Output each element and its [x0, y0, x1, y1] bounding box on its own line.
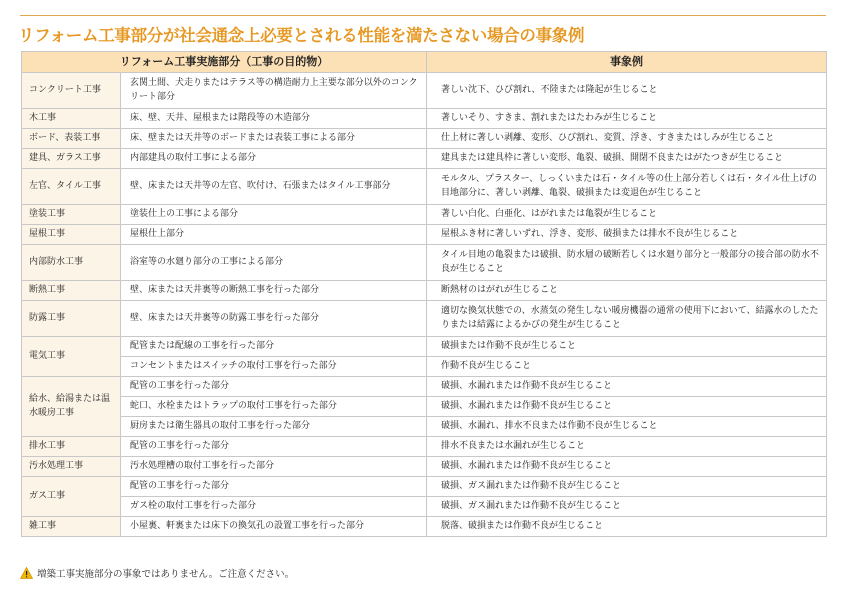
work-part-cell: 玄関土間、犬走りまたはテラス等の構造耐力上主要な部分以外のコンクリート部分 [121, 73, 427, 109]
header-example: 事象例 [427, 52, 827, 73]
header-part: リフォーム工事実施部分（工事の目的物） [22, 52, 427, 73]
category-cell: 建具、ガラス工事 [22, 149, 121, 169]
category-cell: 木工事 [22, 109, 121, 129]
example-cell: 屋根ふき材に著しいずれ、浮き、変形、破損または排水不良が生じること [427, 225, 827, 245]
table-body [22, 73, 827, 537]
table-header-row [22, 52, 827, 73]
table-row [22, 337, 827, 357]
table-row [22, 357, 827, 377]
category-cell: コンクリート工事 [22, 73, 121, 109]
example-cell: 著しい白化、白亜化、はがれまたは亀裂が生じること [427, 205, 827, 225]
footnote-text: 増築工事実施部分の事象ではありません。ご注意ください。 [37, 569, 295, 580]
category-cell: 塗装工事 [22, 205, 121, 225]
category-cell: 電気工事 [22, 337, 121, 377]
example-cell: モルタル、プラスター、しっくいまたは石・タイル等の仕上部分若しくは石・タイル仕上げの目地部分に、著しい剥離、亀裂、破損または変退色が生じること [427, 169, 827, 205]
table-row [22, 225, 827, 245]
table-row [22, 417, 827, 437]
example-cell: 著しい沈下、ひび割れ、不陸または隆起が生じること [427, 73, 827, 109]
example-cell: 建具または建具枠に著しい変形、亀裂、破損、開閉不良またはがたつきが生じること [427, 149, 827, 169]
example-cell: 破損、ガス漏れまたは作動不良が生じること [427, 477, 827, 497]
work-part-cell: 配管の工事を行った部分 [121, 437, 427, 457]
table-row [22, 245, 827, 281]
category-cell: 給水、給湯または温水暖房工事 [22, 377, 121, 437]
work-part-cell: 蛇口、水栓またはトラップの取付工事を行った部分 [121, 397, 427, 417]
work-part-cell: コンセントまたはスイッチの取付工事を行った部分 [121, 357, 427, 377]
example-cell: 断熱材のはがれが生じること [427, 281, 827, 301]
example-cell: 破損、水漏れ、排水不良または作動不良が生じること [427, 417, 827, 437]
work-part-cell: 配管または配線の工事を行った部分 [121, 337, 427, 357]
work-part-cell: 汚水処理槽の取付工事を行った部分 [121, 457, 427, 477]
table-row [22, 377, 827, 397]
example-cell: 作動不良が生じること [427, 357, 827, 377]
example-cell: 著しいそり、すきま、割れまたはたわみが生じること [427, 109, 827, 129]
table-row [22, 457, 827, 477]
work-part-cell: 屋根仕上部分 [121, 225, 427, 245]
defect-table [21, 51, 827, 537]
table-row [22, 497, 827, 517]
work-part-cell: 小屋裏、軒裏または床下の換気孔の設置工事を行った部分 [121, 517, 427, 537]
work-part-cell: 壁、床または天井等の左官、吹付け、石張またはタイル工事部分 [121, 169, 427, 205]
example-cell: タイル目地の亀裂または破損、防水層の破断若しくは水廻り部分と一般部分の接合部の防水不良が生じること [427, 245, 827, 281]
work-part-cell: 配管の工事を行った部分 [121, 477, 427, 497]
table-row [22, 397, 827, 417]
table-row [22, 477, 827, 497]
category-cell: ボード、表装工事 [22, 129, 121, 149]
work-part-cell: 配管の工事を行った部分 [121, 377, 427, 397]
work-part-cell: 浴室等の水廻り部分の工事による部分 [121, 245, 427, 281]
category-cell: ガス工事 [22, 477, 121, 517]
table-row [22, 281, 827, 301]
work-part-cell: 塗装仕上の工事による部分 [121, 205, 427, 225]
example-cell: 破損、水漏れまたは作動不良が生じること [427, 457, 827, 477]
table-row [22, 73, 827, 109]
example-cell: 排水不良または水漏れが生じること [427, 437, 827, 457]
work-part-cell: 壁、床または天井裏等の断熱工事を行った部分 [121, 281, 427, 301]
category-cell: 内部防水工事 [22, 245, 121, 281]
example-cell: 脱落、破損または作動不良が生じること [427, 517, 827, 537]
work-part-cell: 壁、床または天井裏等の防露工事を行った部分 [121, 301, 427, 337]
work-part-cell: 床、壁、天井、屋根または階段等の木造部分 [121, 109, 427, 129]
category-cell: 排水工事 [22, 437, 121, 457]
table-row [22, 149, 827, 169]
example-cell: 適切な換気状態での、水蒸気の発生しない暖房機器の通常の使用下において、結露水のしたたりまたは結露によるかびの発生が生じること [427, 301, 827, 337]
table-row [22, 517, 827, 537]
table-row [22, 437, 827, 457]
table-row [22, 129, 827, 149]
example-cell: 破損、水漏れまたは作動不良が生じること [427, 377, 827, 397]
table-row [22, 109, 827, 129]
category-cell: 防露工事 [22, 301, 121, 337]
category-cell: 断熱工事 [22, 281, 121, 301]
category-cell: 左官、タイル工事 [22, 169, 121, 205]
warning-icon [20, 567, 33, 579]
work-part-cell: 厨房または衛生器具の取付工事を行った部分 [121, 417, 427, 437]
footnote [20, 566, 294, 580]
table-row [22, 205, 827, 225]
table-row [22, 169, 827, 205]
top-divider [20, 15, 826, 16]
work-part-cell: ガス栓の取付工事を行った部分 [121, 497, 427, 517]
example-cell: 破損または作動不良が生じること [427, 337, 827, 357]
example-cell: 破損、ガス漏れまたは作動不良が生じること [427, 497, 827, 517]
example-cell: 破損、水漏れまたは作動不良が生じること [427, 397, 827, 417]
work-part-cell: 床、壁または天井等のボードまたは表装工事による部分 [121, 129, 427, 149]
work-part-cell: 内部建具の取付工事による部分 [121, 149, 427, 169]
page-title: リフォーム工事部分が社会通念上必要とされる性能を満たさない場合の事象例 [18, 26, 585, 45]
category-cell: 雑工事 [22, 517, 121, 537]
example-cell: 仕上材に著しい剥離、変形、ひび割れ、変質、浮き、すきまたはしみが生じること [427, 129, 827, 149]
category-cell: 屋根工事 [22, 225, 121, 245]
table-row [22, 301, 827, 337]
category-cell: 汚水処理工事 [22, 457, 121, 477]
